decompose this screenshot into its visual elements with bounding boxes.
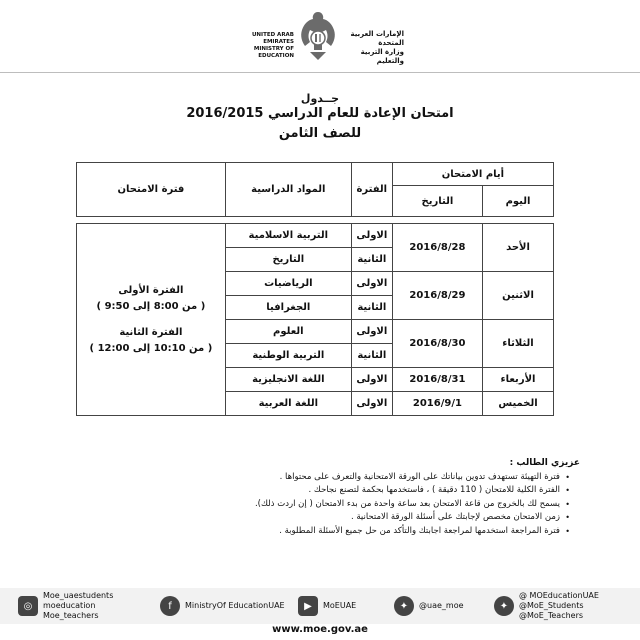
twitter-handle[interactable]: @MoE_Students (519, 601, 584, 610)
ministry-en-line2: MINISTRY OF EDUCATION (253, 46, 294, 59)
twitter-handle[interactable]: @ MOEducationUAE (519, 591, 599, 600)
date-cell: 2016/9/1 (392, 392, 482, 416)
subject-cell: اللغة العربية (225, 392, 351, 416)
header-subjects: المواد الدراسية (225, 163, 351, 217)
youtube-handle[interactable]: MoEUAE (323, 601, 357, 610)
subject-cell: الرياضيات (225, 272, 351, 296)
day-cell: الأربعاء (483, 368, 554, 392)
notes-title: عزيزي الطالب : (509, 458, 580, 468)
day-cell: الخميس (483, 392, 554, 416)
note-text: يسمح لك بالخروج من قاعة الامتحان بعد ساعة واحدة من بدء الامتحان ( إن اردت ذلك). (254, 498, 560, 509)
ministry-en-line1: UNITED ARAB EMIRATES (251, 32, 294, 45)
note-item: • يسمح لك بالخروج من قاعة الامتحان بعد ساعة واحدة من بدء الامتحان ( إن اردت ذلك). (254, 498, 570, 509)
twitter-handle[interactable]: @uae_moe (419, 601, 464, 610)
period-cell: الاولى (351, 368, 392, 392)
date-cell: 2016/8/28 (392, 224, 482, 272)
note-item: • فترة التهيئة تستهدف تدوين بياناتك على الورقة الامتحانية والتعرف على محتواها . (279, 471, 570, 482)
first-period-label: الفترة الأولى (118, 284, 184, 296)
facebook-group[interactable] (160, 592, 285, 620)
header-exam-period: فترة الامتحان (77, 163, 226, 217)
youtube-icon: ▶ (298, 596, 318, 616)
header-divider (0, 72, 640, 73)
title-exam: امتحان الإعادة للعام الدراسي 2016/2015 (186, 106, 454, 121)
period-cell: الثانية (351, 344, 392, 368)
ministry-ar-line1: الإمارات العربية المتحدة (350, 30, 404, 47)
subject-cell: العلوم (225, 320, 351, 344)
instagram-group[interactable] (18, 592, 113, 620)
note-item: • فترة المراجعة استخدمها لمراجعة اجابتك والتأكد من حل جميع الأسئلة المطلوبة . (279, 525, 570, 536)
uae-falcon-emblem-icon (296, 10, 340, 64)
subject-cell: الجغرافيا (225, 296, 351, 320)
date-cell: 2016/8/30 (392, 320, 482, 368)
youtube-group[interactable] (298, 592, 356, 620)
period-cell: الاولى (351, 272, 392, 296)
instagram-handle[interactable]: Moe_teachers (43, 611, 99, 620)
instagram-handle[interactable]: moeducation (43, 601, 96, 610)
facebook-icon: f (160, 596, 180, 616)
exam-schedule-table (76, 162, 554, 416)
day-cell: الاثنين (483, 272, 554, 320)
subject-cell: التربية الاسلامية (225, 224, 351, 248)
date-cell: 2016/8/31 (392, 368, 482, 392)
day-cell: الأحد (483, 224, 554, 272)
subject-cell: اللغة الانجليزية (225, 368, 351, 392)
header-exam-days: أيام الامتحان (392, 163, 553, 186)
title-schedule: جــدول (300, 92, 340, 105)
second-period-label: الفترة الثانية (119, 326, 183, 338)
subject-cell: التاريخ (225, 248, 351, 272)
note-text: فترة التهيئة تستهدف تدوين بياناتك على الورقة الامتحانية والتعرف على محتواها . (279, 471, 560, 482)
first-period-time: ( من 8:00 إلى 9:50 ) (96, 300, 206, 312)
header-day: اليوم (483, 186, 554, 217)
ministry-ar-line2: وزارة التربية والتعليم (360, 48, 404, 65)
second-period-time: ( من 10:10 إلى 12:00 ) (89, 342, 213, 354)
date-cell: 2016/8/29 (392, 272, 482, 320)
period-cell: الاولى (351, 224, 392, 248)
twitter-handle[interactable]: @MoE_Teachers (519, 611, 584, 620)
exam-period-info (77, 224, 226, 416)
note-text: الفترة الكلية للامتحان ( 110 دقيقة ) ، فاستخدمها بحكمة لتصنع نجاحك . (308, 485, 560, 495)
student-notes (60, 458, 580, 539)
ministry-name-english (232, 32, 294, 60)
twitter-uae-group[interactable] (394, 592, 464, 620)
instagram-icon: ◎ (18, 596, 38, 616)
header-date: التاريخ (392, 186, 482, 217)
subject-cell: التربية الوطنية (225, 344, 351, 368)
website-link[interactable]: www.moe.gov.ae (272, 624, 368, 635)
period-cell: الثانية (351, 296, 392, 320)
instagram-handle[interactable]: Moe_uaestudents (43, 591, 114, 600)
title-grade: للصف الثامن (278, 126, 362, 141)
note-text: زمن الامتحان مخصص لإجابتك على أسئلة الورقة الامتحانية . (350, 512, 560, 522)
table-row (77, 224, 554, 248)
facebook-handle[interactable]: MinistryOf EducationUAE (185, 601, 285, 610)
note-item: • الفترة الكلية للامتحان ( 110 دقيقة ) ، فاستخدمها بحكمة لتصنع نجاحك . (308, 485, 570, 495)
twitter-icon: ✦ (494, 596, 514, 616)
period-cell: الاولى (351, 320, 392, 344)
twitter-list-group[interactable] (494, 592, 599, 620)
note-item: • زمن الامتحان مخصص لإجابتك على أسئلة الورقة الامتحانية . (350, 512, 570, 522)
day-cell: الثلاثاء (483, 320, 554, 368)
note-text: فترة المراجعة استخدمها لمراجعة اجابتك والتأكد من حل جميع الأسئلة المطلوبة . (279, 525, 560, 536)
ministry-name-arabic (346, 30, 404, 66)
twitter-icon: ✦ (394, 596, 414, 616)
table-spacer (77, 217, 554, 224)
period-cell: الثانية (351, 248, 392, 272)
page-header (0, 0, 640, 72)
period-cell: الاولى (351, 392, 392, 416)
header-period: الفترة (351, 163, 392, 217)
